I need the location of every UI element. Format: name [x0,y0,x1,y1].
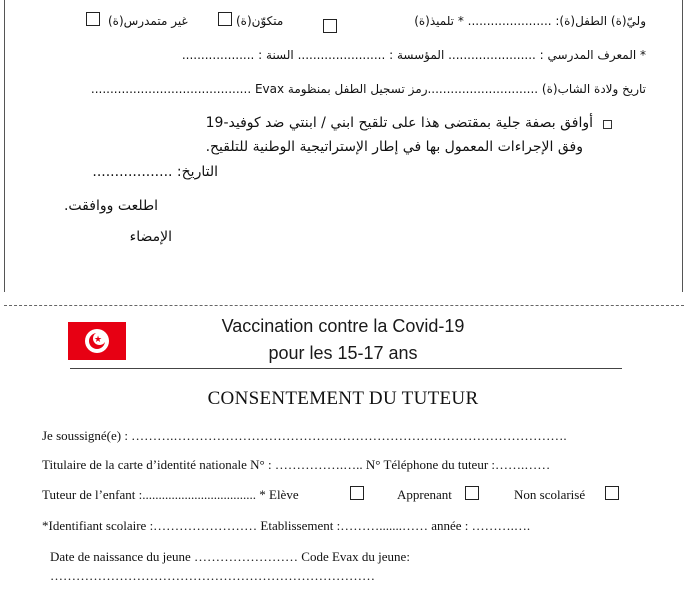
arabic-guardian-text: وليّ(ة) الطفل(ة): ...................... * تلميذ(ة) [414,14,646,28]
evax-dots-line[interactable]: ………………………………………………………………… [50,568,375,583]
arabic-signature-label: الإمضاء [129,229,172,245]
non-scolarise-checkbox[interactable] [605,486,619,500]
page-border-left [4,0,5,292]
arabic-out-school-checkbox[interactable] [86,12,100,26]
arabic-agree-checkbox[interactable] [603,120,612,129]
non-scolarise-label: Non scolarisé [514,487,586,502]
identifiant-field[interactable]: *Identifiant scolaire :…………………… Etablissement :……….......…… année : ……….…. [42,518,531,533]
header-rule [70,368,622,369]
page-border-right [682,0,683,292]
arabic-learner-label: متكوّن(ة) [236,14,284,28]
tuteur-field[interactable]: Tuteur de l’enfant :................................... * Elève [42,487,299,502]
arabic-birth-evax-line: تاريخ ولادة الشاب(ة) .............................رمز تسجيل الطفل بمنظومة Evax .......................................... [90,82,646,96]
arabic-school-id-line: * المعرف المدرسي : ....................... المؤسسة : ....................... السنة : ................... [181,48,646,62]
arabic-learner-checkbox[interactable] [218,12,232,26]
arabic-agree-line-2: وفق الإجراءات المعمول بها في إطار الإستراتيجية الوطنية للتلقيح. [205,139,583,155]
cin-phone-field[interactable]: Titulaire de la carte d’identité nationale N° : …………….….. N° Téléphone du tuteur :…….…… [42,457,551,472]
apprenant-checkbox[interactable] [465,486,479,500]
apprenant-label: Apprenant [397,487,452,502]
arabic-read-agreed: اطلعت ووافقت. [63,198,158,214]
tunisia-flag-icon [68,322,126,360]
eleve-checkbox[interactable] [350,486,364,500]
arabic-agree-line-1: أوافق بصفة جلية بمقتضى هذا على تلقيح ابني / ابنتي ضد كوفيد-19 [205,115,593,131]
arabic-out-school-label: غير متمدرس(ة) [108,14,188,28]
arabic-pupil-checkbox[interactable] [323,19,337,33]
flag-emblem [85,329,109,353]
cut-line-divider [4,305,684,306]
arabic-guardian-line [414,14,646,28]
vaccination-title-line-1: Vaccination contre la Covid-19 [221,316,465,336]
arabic-date-field: التاريخ: .................. [92,164,218,180]
vaccination-title-line-2: pour les 15-17 ans [268,343,418,363]
flag-star-icon: ★ [94,335,103,345]
consent-title: CONSENTEMENT DU TUTEUR [207,388,479,409]
soussigne-field[interactable]: Je soussigné(e) : ……….………………………………………………………………………………. [42,428,567,443]
naissance-evax-field[interactable]: Date de naissance du jeune …………………… Code Evax du jeune: [50,549,410,564]
